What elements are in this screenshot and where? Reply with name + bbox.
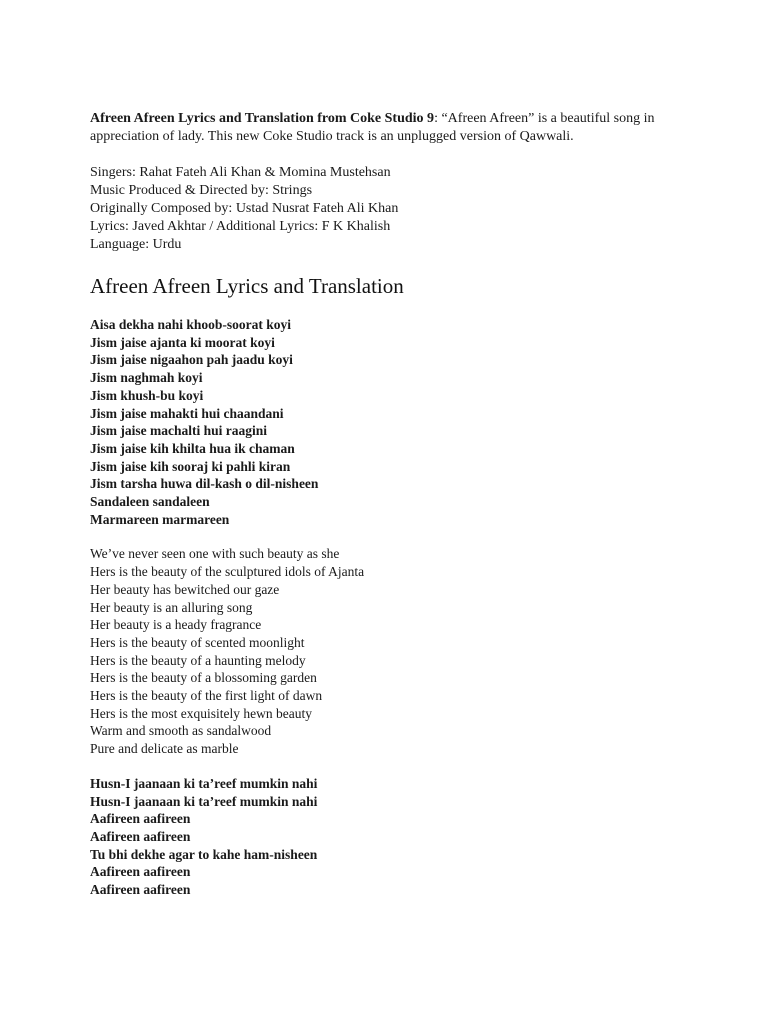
credits-list	[90, 164, 690, 254]
lyric-line: Jism jaise kih sooraj ki pahli kiran	[90, 458, 291, 474]
credit-music: Music Produced & Directed by: Strings	[90, 183, 313, 198]
translation-line: Her beauty is an alluring song	[90, 599, 253, 615]
credit-composer: Originally Composed by: Ustad Nusrat Fateh Ali Khan	[90, 201, 399, 216]
lyric-line: Aafireen aafireen	[90, 828, 191, 844]
translation-line: Her beauty is a heady fragrance	[90, 617, 262, 633]
translation-line: Hers is the beauty of the sculptured idols of Ajanta	[90, 564, 365, 580]
document-page	[90, 110, 690, 899]
translation-line: Hers is the beauty of scented moonlight	[90, 634, 305, 650]
lyric-line: Aafireen aafireen	[90, 864, 191, 880]
lyric-line: Jism jaise machalti hui raagini	[90, 423, 268, 439]
lyric-line: Sandaleen sandaleen	[90, 494, 210, 510]
credit-lyrics: Lyrics: Javed Akhtar / Additional Lyrics: F K Khalish	[90, 219, 391, 234]
intro-paragraph	[90, 110, 690, 146]
translation-stanza-1	[90, 545, 690, 757]
lyric-line: Jism tarsha huwa dil-kash o dil-nisheen	[90, 476, 319, 492]
credit-singers: Singers: Rahat Fateh Ali Khan & Momina Mustehsan	[90, 165, 391, 180]
lyric-line: Jism jaise ajanta ki moorat koyi	[90, 334, 275, 350]
translation-line: Pure and delicate as marble	[90, 741, 239, 757]
lyric-line: Jism jaise kih khilta hua ik chaman	[90, 440, 295, 456]
lyrics-stanza-2	[90, 775, 690, 899]
translation-line: Warm and smooth as sandalwood	[90, 723, 272, 739]
lyric-line: Jism khush-bu koyi	[90, 387, 204, 403]
intro-text: : “Afreen Afreen” is a beautiful song in appreciation of lady. This new Coke Studio track is an unplugged version of Qawwali.	[90, 111, 655, 144]
translation-line: Hers is the beauty of a haunting melody	[90, 652, 306, 668]
lyrics-stanza-1	[90, 316, 690, 528]
lyric-line: Jism jaise nigaahon pah jaadu koyi	[90, 352, 293, 368]
lyric-line: Aafireen aafireen	[90, 811, 191, 827]
section-heading: Afreen Afreen Lyrics and Translation	[90, 274, 404, 298]
translation-line: Hers is the most exquisitely hewn beauty	[90, 705, 312, 721]
lyric-line: Marmareen marmareen	[90, 511, 230, 527]
translation-line: Her beauty has bewitched our gaze	[90, 581, 280, 597]
lyric-line: Aisa dekha nahi khoob-soorat koyi	[90, 317, 292, 332]
translation-line: Hers is the beauty of a blossoming garden	[90, 670, 317, 686]
intro-title: Afreen Afreen Lyrics and Translation from Coke Studio 9	[90, 111, 435, 126]
lyric-line: Jism jaise mahakti hui chaandani	[90, 405, 284, 421]
lyric-line: Aafireen aafireen	[90, 882, 191, 898]
translation-line: Hers is the beauty of the first light of dawn	[90, 688, 323, 704]
lyric-line: Husn-I jaanaan ki ta’reef mumkin nahi	[90, 775, 318, 791]
lyric-line: Husn-I jaanaan ki ta’reef mumkin nahi	[90, 793, 318, 809]
lyric-line: Jism naghmah koyi	[90, 370, 203, 386]
credit-language: Language: Urdu	[90, 237, 182, 252]
translation-line: We’ve never seen one with such beauty as she	[90, 546, 340, 562]
lyric-line: Tu bhi dekhe agar to kahe ham-nisheen	[90, 846, 318, 862]
